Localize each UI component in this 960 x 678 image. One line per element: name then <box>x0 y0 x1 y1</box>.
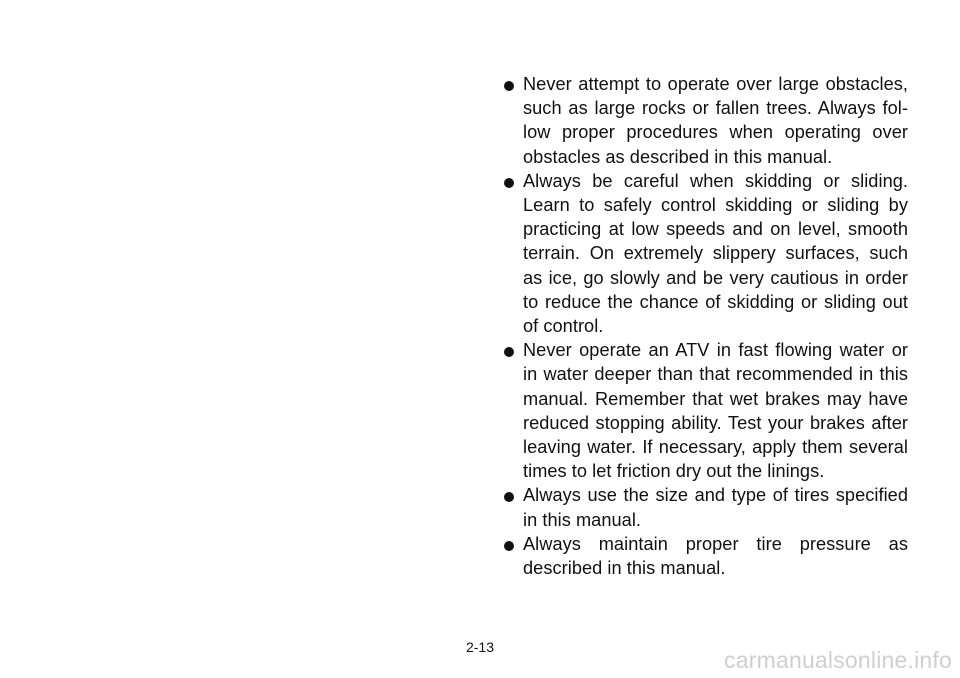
page-number: 2-13 <box>465 639 495 655</box>
bullet-item-tire-pressure <box>500 532 908 580</box>
bullet-text: Always maintain proper tire pressure as described in this manual. <box>523 533 908 579</box>
safety-bullet-list <box>500 72 908 580</box>
bullet-item-water <box>500 338 908 483</box>
bullet-item-tire-size <box>500 483 908 531</box>
bullet-item-obstacles <box>500 72 908 169</box>
bullet-text: Always use the size and type of tires specified in this manual. <box>523 485 908 530</box>
bullet-dot-icon <box>504 81 514 91</box>
bullet-text: Never operate an ATV in fast flowing water or in water deeper than that recommended in this manual. Remember that wet brakes may have reduced stopping ability. Test your brakes after leaving water. If necessary, apply them several times to let friction dry out the linings. <box>523 340 908 482</box>
bullet-dot-icon <box>504 347 514 357</box>
bullet-text: Never attempt to operate over large obstacles, such as large rocks or fallen trees. Always fol-low proper procedures when operating over obstacles as described in this manual. <box>523 74 908 167</box>
watermark: carmanualsonline.info <box>724 647 952 673</box>
bullet-dot-icon <box>504 178 514 188</box>
bullet-dot-icon <box>504 492 514 502</box>
bullet-item-skidding <box>500 169 908 338</box>
bullet-text: Always be careful when skidding or sliding. Learn to safely control skidding or sliding by practicing at low speeds and on level, smooth terrain. On extremely slippery surfaces, such as ice, go slowly and be very cautious in order to reduce the chance of skidding or sliding out of control. <box>523 170 908 337</box>
bullet-dot-icon <box>504 541 514 551</box>
